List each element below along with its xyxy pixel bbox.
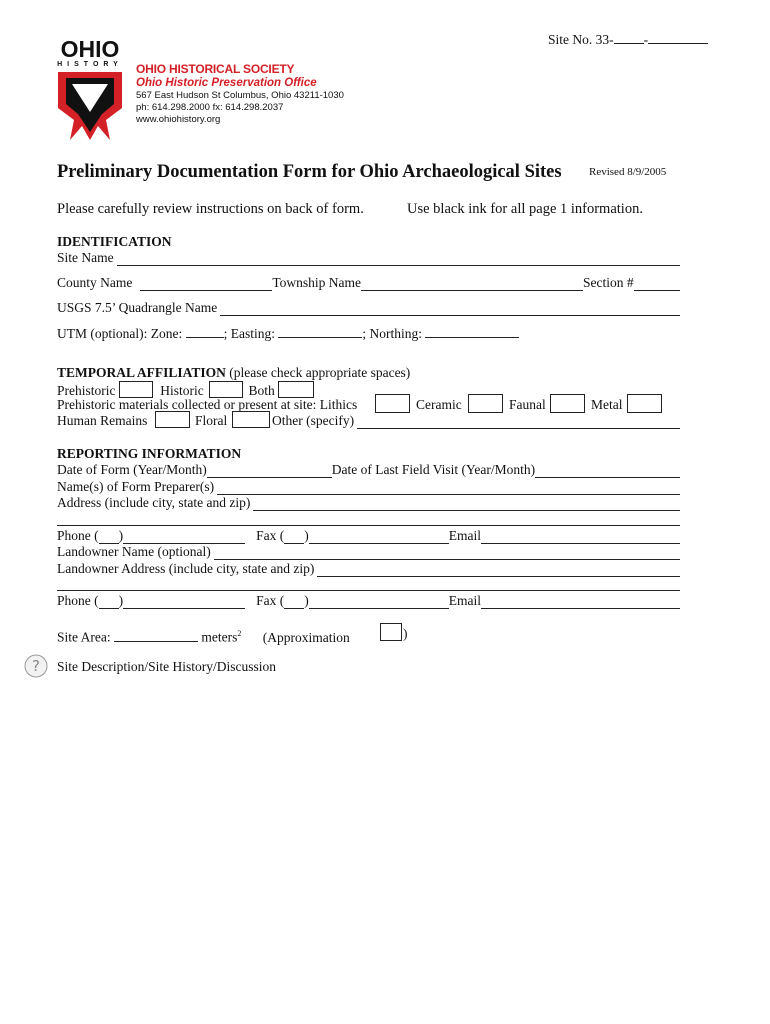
landowner-phone-label: Phone ( <box>57 593 99 608</box>
email-label: Email <box>448 528 481 543</box>
approximation-close: ) <box>403 626 408 641</box>
address-line-2[interactable] <box>57 525 680 526</box>
utm-zone-field[interactable] <box>186 324 224 338</box>
usgs-field[interactable] <box>220 302 680 316</box>
prehistoric-checkbox[interactable] <box>119 381 153 398</box>
landowner-address-line-2[interactable] <box>57 590 680 591</box>
both-checkbox[interactable] <box>278 381 314 398</box>
site-name-label: Site Name <box>57 250 114 265</box>
phone-paren: ) <box>118 528 124 543</box>
both-label: Both <box>248 383 275 398</box>
utm-easting-label: ; Easting: <box>223 326 275 341</box>
site-area-label: Site Area: <box>57 629 111 645</box>
date-of-form-field[interactable] <box>207 464 332 478</box>
faunal-checkbox[interactable] <box>550 394 585 413</box>
landowner-address-label: Landowner Address (include city, state and zip) <box>57 561 315 576</box>
instructions-right: Use black ink for all page 1 information. <box>407 201 643 217</box>
landowner-name-row <box>57 544 680 560</box>
ohio-history-logo <box>54 38 126 142</box>
utm-easting-field[interactable] <box>278 324 362 338</box>
ceramic-label: Ceramic <box>416 397 462 412</box>
site-area-sup: 2 <box>237 629 242 638</box>
human-remains-checkbox[interactable] <box>155 411 190 428</box>
human-remains-label-wrap <box>57 413 147 429</box>
other-label: Other (specify) <box>272 413 355 428</box>
materials-row <box>57 397 357 413</box>
lithics-label: Lithics <box>319 397 358 412</box>
lithics-checkbox[interactable] <box>375 394 410 413</box>
metal-label: Metal <box>591 397 623 412</box>
county-name-field[interactable] <box>140 277 272 291</box>
historic-label: Historic <box>160 383 204 398</box>
site-no: Site No. 33- - <box>548 30 708 48</box>
revised-date: Revised 8/9/2005 <box>589 166 667 178</box>
human-remains-label: Human Remains <box>57 413 148 428</box>
prehistoric-label: Prehistoric <box>57 383 116 398</box>
contact-row-2 <box>57 593 680 609</box>
site-no-county-field[interactable] <box>614 30 644 44</box>
approximation-label: (Approximation <box>262 629 350 645</box>
site-area-unit: meters <box>201 629 238 645</box>
org-website[interactable]: www.ohiohistory.org <box>136 114 221 125</box>
logo-word: OHIO <box>60 36 120 62</box>
utm-row <box>57 324 519 342</box>
landowner-fax-label: Fax ( <box>256 593 285 608</box>
org-address: 567 East Hudson St Columbus, Ohio 43211-1030 <box>136 90 344 101</box>
landowner-phone-area-field[interactable] <box>99 595 119 609</box>
preparers-field[interactable] <box>217 481 680 495</box>
reporting-heading: REPORTING INFORMATION <box>57 446 242 461</box>
landowner-phone-field[interactable] <box>123 595 245 609</box>
site-name-field[interactable] <box>117 252 680 266</box>
address-field[interactable] <box>253 497 680 511</box>
landowner-fax-paren: ) <box>304 593 309 608</box>
landowner-name-label: Landowner Name (optional) <box>57 544 211 559</box>
site-no-label: Site No. 33- <box>548 32 614 47</box>
floral-label: Floral <box>195 413 228 428</box>
site-area-field[interactable] <box>114 628 198 642</box>
office-name: Ohio Historic Preservation Office <box>136 77 317 89</box>
org-name: OHIO HISTORICAL SOCIETY <box>136 62 295 76</box>
contact-row-1 <box>57 528 680 544</box>
svg-text:?: ? <box>32 657 40 675</box>
materials-label: Prehistoric materials collected or present at site: <box>57 397 317 412</box>
landowner-email-field[interactable] <box>481 595 680 609</box>
county-row <box>57 275 680 291</box>
ohio-seal-icon <box>54 68 126 144</box>
preparers-label: Name(s) of Form Preparer(s) <box>57 479 215 494</box>
fax-field[interactable] <box>309 530 449 544</box>
instructions-left: Please carefully review instructions on back of form. <box>57 201 364 217</box>
phone-field[interactable] <box>123 530 245 544</box>
township-name-label: Township Name <box>272 275 362 290</box>
logo-sub: HISTORY <box>57 61 123 68</box>
preparers-row <box>57 479 680 495</box>
site-no-number-field[interactable] <box>648 30 708 44</box>
utm-zone-label: UTM (optional): Zone: <box>57 326 183 341</box>
phone-area-field[interactable] <box>99 530 119 544</box>
identification-heading: IDENTIFICATION <box>57 234 172 249</box>
fax-area-field[interactable] <box>284 530 304 544</box>
fax-label: Fax ( <box>256 528 285 543</box>
site-area-row <box>57 626 350 646</box>
utm-northing-field[interactable] <box>425 324 519 338</box>
org-info <box>136 62 344 126</box>
site-description-area[interactable] <box>57 680 680 1000</box>
section-field[interactable] <box>634 277 680 291</box>
approximation-checkbox[interactable] <box>380 623 402 641</box>
dates-row <box>57 462 680 478</box>
faunal-label: Faunal <box>509 397 546 412</box>
historic-checkbox[interactable] <box>209 381 243 398</box>
landowner-fax-area-field[interactable] <box>284 595 304 609</box>
date-last-visit-label: Date of Last Field Visit (Year/Month) <box>331 462 536 477</box>
county-name-label: County Name <box>57 275 133 290</box>
landowner-address-row <box>57 561 680 577</box>
date-of-form-label: Date of Form (Year/Month) <box>57 462 207 477</box>
metal-checkbox[interactable] <box>627 394 662 413</box>
address-label: Address (include city, state and zip) <box>57 495 251 510</box>
landowner-phone-paren: ) <box>118 593 124 608</box>
landowner-email-label: Email <box>448 593 481 608</box>
temporal-heading-row <box>57 365 410 381</box>
temporal-note: (please check appropriate spaces) <box>229 365 411 380</box>
utm-northing-label: ; Northing: <box>362 326 422 341</box>
date-last-visit-field[interactable] <box>535 464 680 478</box>
landowner-address-field[interactable] <box>317 563 680 577</box>
section-label: Section # <box>583 275 634 290</box>
other-row <box>272 413 680 429</box>
site-name-row <box>57 250 680 266</box>
landowner-fax-field[interactable] <box>309 595 449 609</box>
question-mark-icon[interactable] <box>24 654 48 678</box>
form-title: Preliminary Documentation Form for Ohio Archaeological Sites <box>57 162 562 182</box>
ceramic-checkbox[interactable] <box>468 394 503 413</box>
other-field[interactable] <box>357 415 680 429</box>
org-phone-fax: ph: 614.298.2000 fx: 614.298.2037 <box>136 102 284 113</box>
address-row <box>57 495 680 511</box>
usgs-row <box>57 300 680 316</box>
email-field[interactable] <box>481 530 680 544</box>
landowner-name-field[interactable] <box>214 546 680 560</box>
fax-paren: ) <box>304 528 309 543</box>
usgs-label: USGS 7.5’ Quadrangle Name <box>57 300 218 315</box>
floral-checkbox[interactable] <box>232 411 270 428</box>
township-name-field[interactable] <box>361 277 583 291</box>
temporal-heading: TEMPORAL AFFILIATION <box>57 365 226 380</box>
phone-label: Phone ( <box>57 528 99 543</box>
site-description-label: Site Description/Site History/Discussion <box>57 659 276 674</box>
